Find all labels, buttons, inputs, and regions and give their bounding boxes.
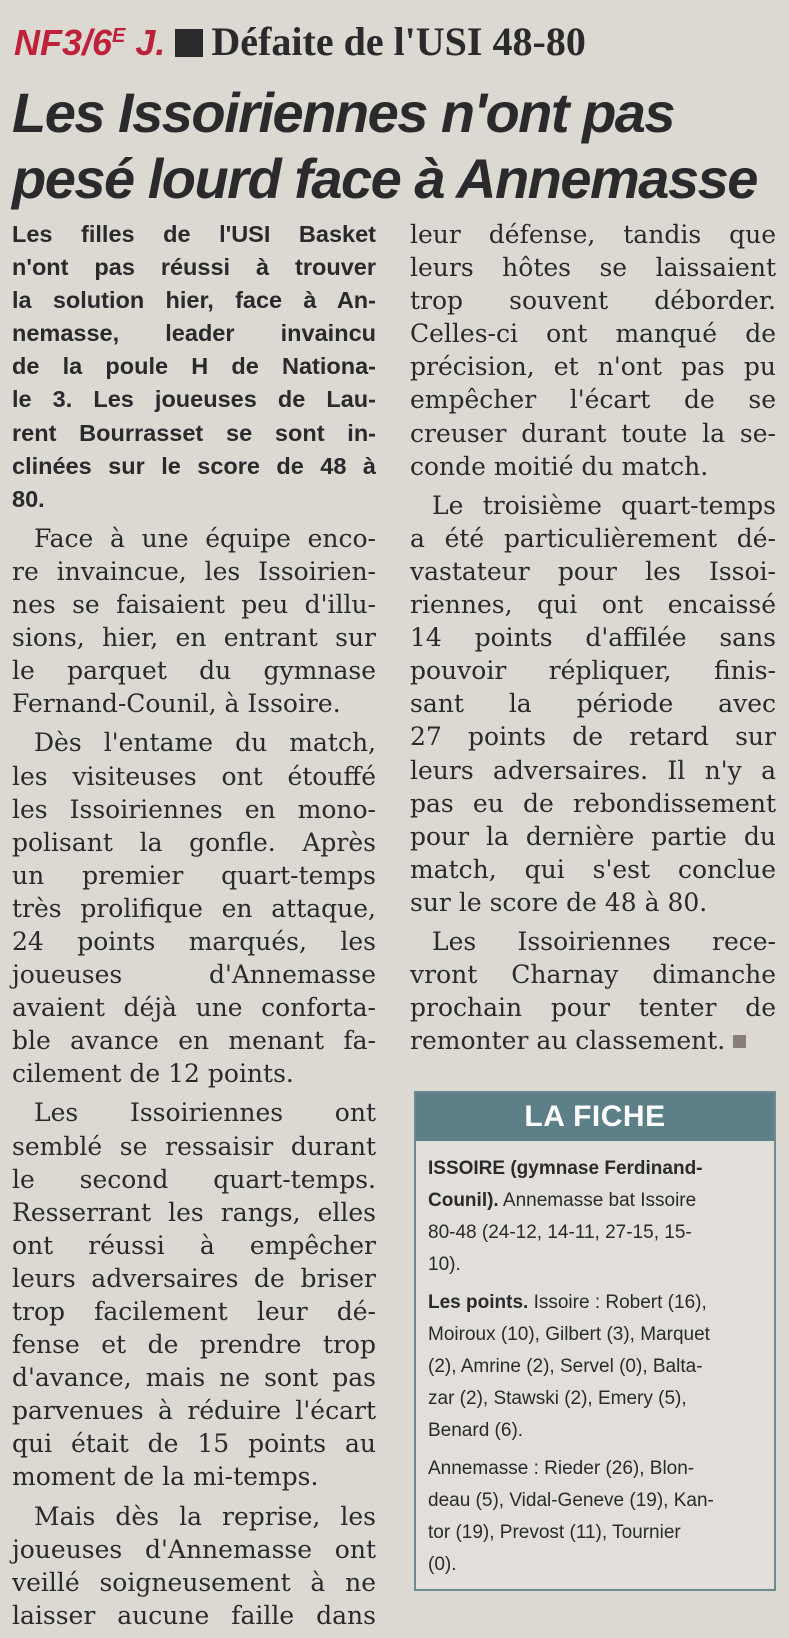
text-line: 80.: [12, 485, 45, 512]
text-line: précision, et n'ont pas pu: [410, 352, 776, 382]
fiche-annemasse-scorers: tor (19), Prevost (11), Tournier: [428, 1522, 681, 1543]
text-line: un premier quart-temps: [12, 860, 376, 890]
text-line: trop souvent déborder.: [410, 286, 776, 316]
text-line: remonter au classement.: [410, 1024, 776, 1057]
text-line: de la poule H de Nationa-: [12, 353, 376, 380]
section-label: $NF3/6^E$ J.: [14, 22, 166, 63]
text-line: Mais dès la reprise, les: [34, 1501, 376, 1531]
text-line: conde moitié du match.: [410, 451, 709, 481]
fiche-issoire-scorers: Benard (6).: [428, 1420, 524, 1441]
fiche-annemasse-scorers: (0).: [428, 1554, 457, 1575]
text-line: Celles-ci ont manqué de: [410, 319, 776, 349]
text-line: très prolifique en attaque,: [12, 893, 376, 923]
right-column: [410, 218, 776, 1063]
text-line: re invaincue, les Issoirien-: [12, 556, 376, 586]
text-line: cilement de 12 points.: [12, 1059, 294, 1089]
text-line: 14 points d'affilée sans: [410, 623, 776, 653]
end-square-icon: [733, 1035, 746, 1048]
text-line: match, qui s'est conclue: [410, 854, 776, 884]
fiche-venue: ISSOIRE (gymnase Ferdinand-: [428, 1158, 703, 1179]
text-line: nemasse, leader invaincu: [12, 320, 376, 347]
text-line: ble avance en menant fa-: [12, 1026, 376, 1056]
text-line: 24 points marqués, les: [12, 926, 376, 956]
body-paragraph: [12, 522, 376, 727]
kicker-subtitle: Défaite de l'USI 48-80: [211, 19, 586, 64]
text-line: veillé soigneusement à ne: [12, 1567, 376, 1597]
text-line: la solution hier, face à An-: [12, 287, 376, 314]
text-line: Resserrant les rangs, elles: [12, 1197, 376, 1227]
text-line: leurs hôtes se laissaient: [410, 253, 776, 283]
text-line: vront Charnay dimanche: [410, 960, 776, 990]
fiche-issoire-scorers: Moiroux (10), Gilbert (3), Marquet: [428, 1324, 710, 1345]
text-line: Les Issoiriennes rece-: [432, 926, 776, 956]
text-line: 27 points de retard sur: [410, 722, 776, 752]
text-line: Fernand-Counil, à Issoire.: [12, 689, 341, 719]
fiche-annemasse-scorers: deau (5), Vidal-Geneve (19), Kan-: [428, 1490, 714, 1511]
text-line: prochain pour tenter de: [410, 993, 776, 1023]
body-paragraph: [12, 726, 376, 1096]
text-line: pas eu de rebondissement: [410, 788, 776, 818]
text-line: rent Bourrasset se sont in-: [12, 419, 376, 446]
fiche-points: Les points. Issoire : Robert (16),: [428, 1292, 707, 1313]
left-column: [12, 218, 376, 1638]
headline-line: Les Issoiriennes n'ont pas: [12, 81, 675, 144]
square-bullet-icon: [175, 29, 203, 57]
text-line: parvenues à réduire l'écart: [12, 1396, 376, 1426]
lead-paragraph: [12, 218, 376, 522]
text-line: avaient déjà une conforta-: [12, 993, 376, 1023]
text-line: fense et de prendre trop: [12, 1330, 376, 1360]
text-line: Face à une équipe enco-: [34, 523, 376, 553]
text-line: empêcher l'écart de se: [410, 385, 776, 415]
fiche-issoire-scorers: zar (2), Stawski (2), Emery (5),: [428, 1388, 687, 1409]
text-line: leurs adversaires de briser: [12, 1263, 376, 1293]
body-paragraph: [410, 925, 776, 1063]
text-line: leurs adversaires. Il n'y a: [410, 755, 776, 785]
text-line: les Issoiriennes en mono-: [12, 794, 376, 824]
text-line: moment de la mi-temps.: [12, 1462, 319, 1492]
text-line: le 3. Les joueuses de Lau-: [12, 386, 376, 413]
text-line: riennes, qui ont encaissé: [410, 590, 776, 620]
body-paragraph: [410, 218, 776, 489]
text-line: ont réussi à empêcher: [12, 1230, 376, 1260]
text-line: pour la dernière partie du: [410, 821, 776, 851]
text-line: sant la période avec: [410, 689, 776, 719]
text-line: polisant la gonfle. Après: [12, 827, 376, 857]
fact-box: [414, 1091, 776, 1591]
fiche-issoire-scorers: (2), Amrine (2), Servel (0), Balta-: [428, 1356, 703, 1377]
headline-line: pesé lourd face à Annemasse: [12, 147, 757, 210]
text-line: les visiteuses ont étouffé: [12, 761, 376, 791]
text-line: d'avance, mais ne sont pas: [12, 1363, 376, 1393]
fiche-annemasse-scorers: Annemasse : Rieder (26), Blon-: [428, 1458, 695, 1479]
text-line: pouvoir répliquer, finis-: [410, 656, 776, 686]
text-line: nes se faisaient peu d'illu-: [12, 590, 376, 620]
fiche-result: Counil). Annemasse bat Issoire: [428, 1190, 697, 1211]
text-line: sur le score de 48 à 80.: [410, 887, 708, 917]
text-line: Dès l'entame du match,: [34, 728, 376, 758]
text-line: vastateur pour les Issoi-: [410, 556, 776, 586]
text-line: Les filles de l'USI Basket: [12, 221, 376, 247]
text-line: trop facilement leur dé-: [12, 1297, 376, 1326]
text-line: le parquet du gymnase: [12, 656, 376, 686]
text-line: qui était de 15 points au: [12, 1429, 376, 1459]
text-line: Le troisième quart-temps: [432, 490, 776, 520]
fact-box-body: [416, 1141, 774, 1581]
body-paragraph: [12, 1500, 376, 1638]
body-paragraph: [410, 489, 776, 925]
text-line: creuser durant toute la se-: [410, 418, 776, 448]
text-line: joueuses d'Annemasse: [12, 960, 376, 990]
text-line: le second quart-temps.: [12, 1164, 376, 1194]
text-line: laisser aucune faille dans: [12, 1600, 376, 1630]
text-line: n'ont pas réussi à trouver: [12, 254, 376, 281]
text-line: sions, hier, en entrant sur: [12, 623, 376, 653]
text-line: joueuses d'Annemasse ont: [12, 1534, 376, 1564]
fact-box-title: LA FICHE: [416, 1093, 774, 1141]
text-line: leur défense, tandis que: [410, 220, 776, 249]
fiche-score: 80-48 (24-12, 14-11, 27-15, 15-: [428, 1222, 692, 1243]
text-line: a été particulièrement dé-: [410, 523, 776, 553]
text-line: semblé se ressaisir durant: [12, 1131, 376, 1161]
article-kicker: [14, 8, 784, 64]
text-line: clinées sur le score de 48 à: [12, 452, 376, 479]
fiche-score: 10).: [428, 1254, 461, 1275]
text-line: Les Issoiriennes ont: [34, 1098, 376, 1128]
body-paragraph: [12, 1096, 376, 1499]
article-headline: [12, 80, 782, 212]
